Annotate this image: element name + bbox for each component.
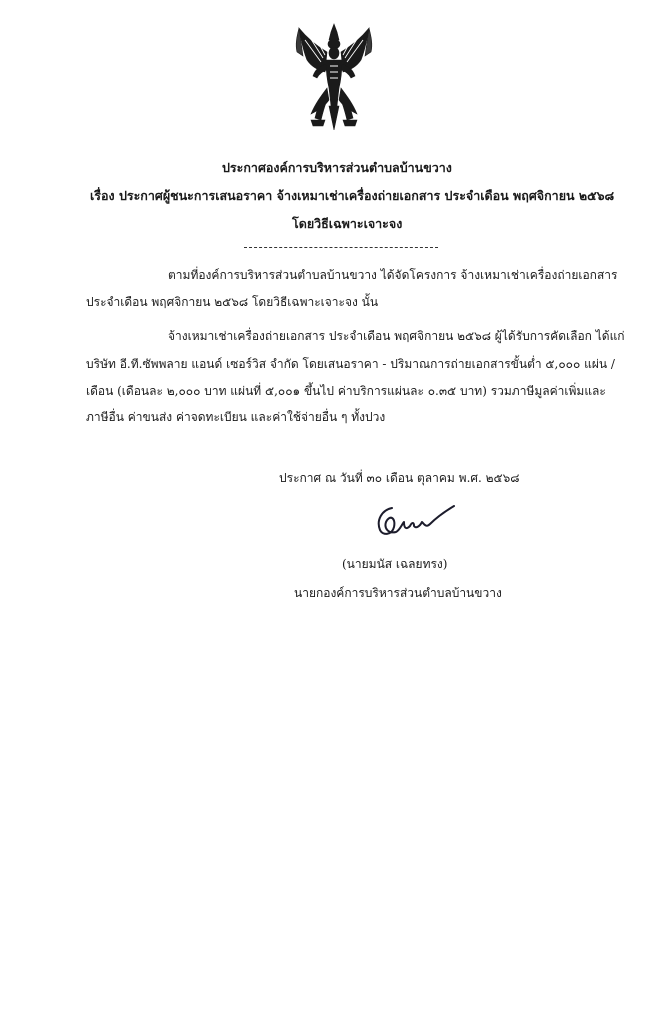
paragraph1-line2: ประจำเดือน พฤศจิกายน ๒๕๖๘ โดยวิธีเฉพาะเจาะจง นั้น	[86, 295, 379, 309]
announcement-date: ประกาศ ณ วันที่ ๓๐ เดือน ตุลาคม พ.ศ. ๒๕๖๘	[279, 471, 520, 485]
paragraph2-line2: บริษัท อี.ที.ซัพพลาย แอนด์ เซอร์วิส จำกัด โดยเสนอราคา - ปริมาณการถ่ายเอกสารขั้นต่ำ ๕,๐๐๐ แผ่น /	[86, 357, 615, 371]
paragraph2-line3: เดือน (เดือนละ ๒,๐๐๐ บาท แผ่นที่ ๕,๐๐๑ ขึ้นไป ค่าบริการแผ่นละ ๐.๓๕ บาท) รวมภาษีมูลค่าเพิ่มและ	[86, 384, 606, 398]
signer-name: (นายมนัส เฉลยทรง)	[342, 557, 448, 571]
signature-icon	[370, 502, 456, 542]
paragraph2-line4: ภาษีอื่น ค่าขนส่ง ค่าจดทะเบียน และค่าใช้จ่ายอื่น ๆ ทั้งปวง	[86, 410, 386, 424]
subject-title: เรื่อง ประกาศผู้ชนะการเสนอราคา จ้างเหมาเช่าเครื่องถ่ายเอกสาร ประจำเดือน พฤศจิกายน ๒๕๖๘	[90, 188, 615, 203]
paragraph1-line1: ตามที่องค์การบริหารส่วนตำบลบ้านขวาง ได้จัดโครงการ จ้างเหมาเช่าเครื่องถ่ายเอกสาร	[168, 268, 618, 282]
dashed-divider	[244, 247, 438, 248]
paragraph2-line1: จ้างเหมาเช่าเครื่องถ่ายเอกสาร ประจำเดือน พฤศจิกายน ๒๕๖๘ ผู้ได้รับการคัดเลือก ได้แก่	[168, 329, 625, 343]
garuda-emblem-icon	[293, 22, 375, 132]
signer-position: นายกองค์การบริหารส่วนตำบลบ้านขวาง	[294, 586, 502, 600]
method-title: โดยวิธีเฉพาะเจาะจง	[292, 216, 403, 231]
organization-title: ประกาศองค์การบริหารส่วนตำบลบ้านขวาง	[222, 160, 452, 175]
